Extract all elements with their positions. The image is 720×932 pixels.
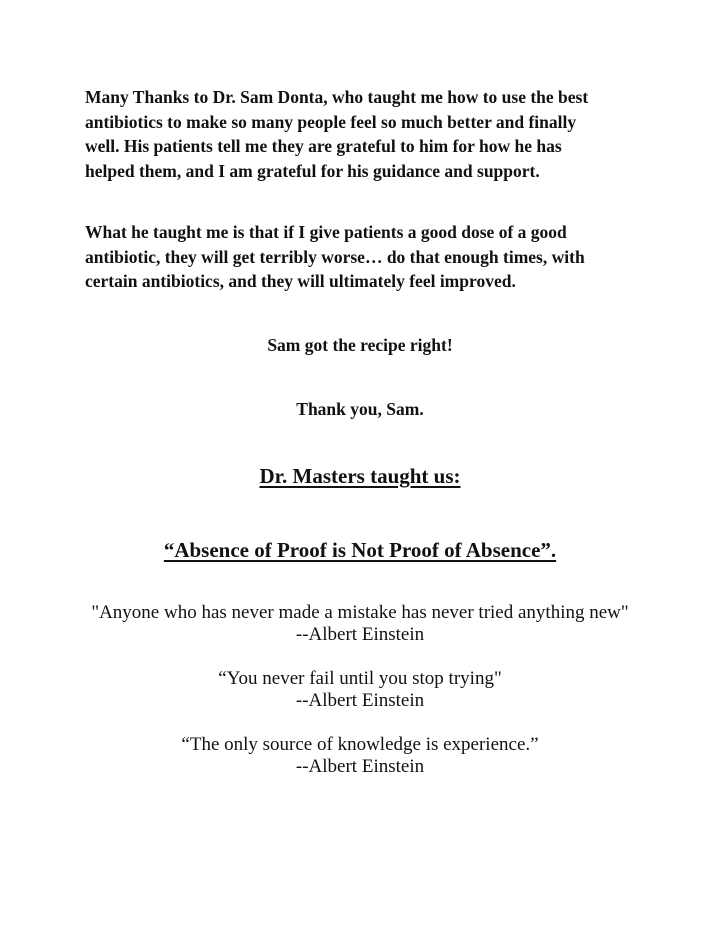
teaching-paragraph [85,220,645,294]
paragraph-line: antibiotics to make so many people feel so much better and finally [85,111,577,132]
paragraph-line: helped them, and I am grateful for his guidance and support. [85,160,540,181]
quote-text: “The only source of knowledge is experience.” [181,734,539,755]
masters-heading: Dr. Masters taught us: [259,464,461,488]
absence-heading: “Absence of Proof is Not Proof of Absence”. [163,538,557,562]
quote-block [0,734,720,778]
quote-block [0,602,720,646]
paragraph-line: certain antibiotics, and they will ultimately feel improved. [85,271,516,291]
quote-attribution: --Albert Einstein [295,624,425,645]
paragraph-line: well. His patients tell me they are grateful to him for how he has [85,136,562,156]
quote-block [0,668,720,712]
thanks-paragraph [85,85,645,183]
quote-text: “You never fail until you stop trying" [218,668,502,689]
quote-text: "Anyone who has never made a mistake has never tried anything new" [91,602,629,623]
paragraph-line: antibiotic, they will get terribly worse… do that enough times, with [85,246,585,267]
quote-attribution: --Albert Einstein [295,690,425,711]
thank-you-line: Thank you, Sam. [296,399,424,419]
recipe-line: Sam got the recipe right! [267,335,453,355]
paragraph-line: Many Thanks to Dr. Sam Donta, who taught me how to use the best [85,87,589,107]
paragraph-line: What he taught me is that if I give patients a good dose of a good [85,222,567,242]
quote-attribution: --Albert Einstein [295,756,425,777]
